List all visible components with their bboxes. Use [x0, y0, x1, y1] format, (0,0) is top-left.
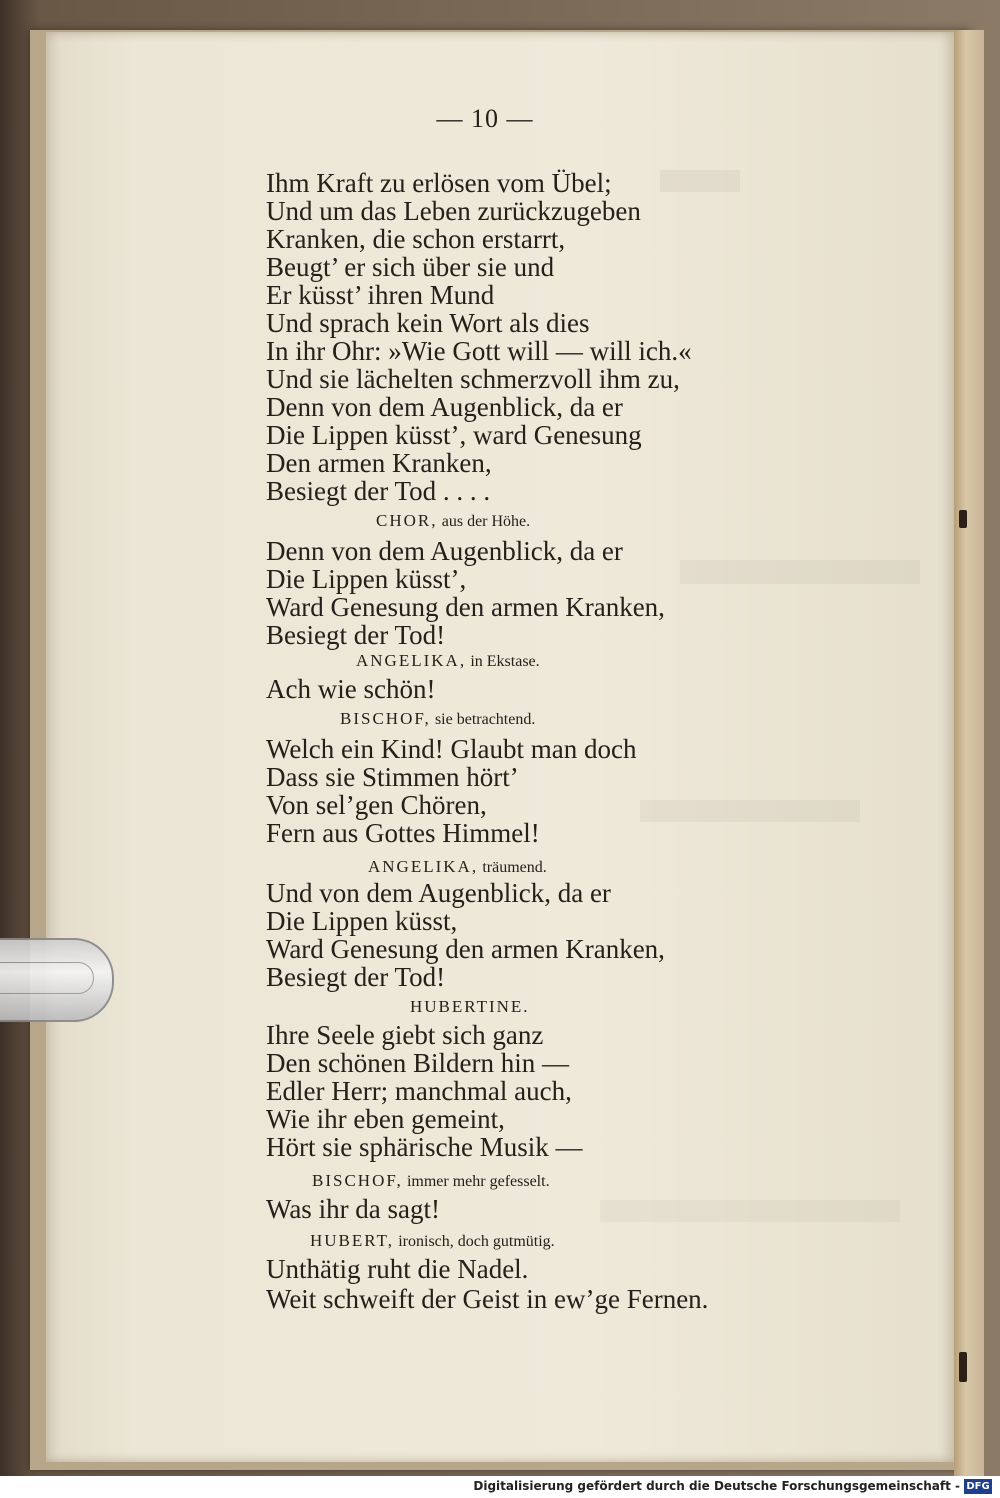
verse-line: In ihr Ohr: »Wie Gott will — will ich.« — [266, 336, 692, 366]
verse-line: Die Lippen küsst’, — [266, 564, 467, 594]
speaker-name: BISCHOF, — [340, 709, 431, 728]
speaker-heading — [376, 510, 530, 533]
stage-direction: ironisch, doch gutmütig. — [398, 1233, 555, 1250]
verse-line: Weit schweift der Geist in ew’ge Fernen. — [266, 1284, 709, 1314]
speaker-heading — [310, 1230, 555, 1253]
speaker-heading — [368, 856, 547, 879]
verse-line: Und von dem Augenblick, da er — [266, 878, 611, 908]
verse-line: Dass sie Stimmen hört’ — [266, 762, 519, 792]
speaker-name: HUBERTINE. — [410, 997, 530, 1016]
speaker-heading — [340, 708, 535, 731]
speaker-heading — [312, 1170, 550, 1193]
speaker-heading — [356, 650, 540, 673]
stage-direction: in Ekstase. — [470, 653, 540, 670]
verse-line: Die Lippen küsst’, ward Genesung — [266, 420, 642, 450]
speaker-name: HUBERT, — [310, 1231, 394, 1250]
stage-direction: immer mehr gefesselt. — [406, 1173, 550, 1190]
verse-line: Ihre Seele giebt sich ganz — [266, 1020, 544, 1050]
verse-line: Welch ein Kind! Glaubt man doch — [266, 734, 637, 764]
speaker-name: ANGELIKA, — [356, 651, 467, 670]
speaker-name: ANGELIKA, — [368, 857, 479, 876]
speaker-heading — [410, 996, 530, 1019]
verse-line: Die Lippen küsst, — [266, 906, 458, 936]
stage-direction: träumend. — [482, 859, 547, 876]
verse-line: Ward Genesung den armen Kranken, — [266, 934, 665, 964]
speaker-name: CHOR, — [376, 511, 438, 530]
footer-bar — [0, 1476, 1000, 1498]
verse-line: Edler Herr; manchmal auch, — [266, 1076, 572, 1106]
verse-line: Ihm Kraft zu erlösen vom Übel; — [266, 168, 612, 198]
verse-line: Denn von dem Augenblick, da er — [266, 392, 623, 422]
dfg-logo-icon: DFG — [964, 1479, 992, 1494]
verse-line: Beugt’ er sich über sie und — [266, 252, 555, 282]
page-number: — 10 — — [436, 104, 534, 133]
verse-line: Den armen Kranken, — [266, 448, 492, 478]
verse-line: Besiegt der Tod! — [266, 962, 446, 992]
verse-line: Was ihr da sagt! — [266, 1194, 441, 1224]
verse-line: Von sel’gen Chören, — [266, 790, 487, 820]
verse-line: Fern aus Gottes Himmel! — [266, 818, 540, 848]
verse-line: Hört sie sphärische Musik — — [266, 1132, 583, 1162]
verse-line: Ach wie schön! — [266, 674, 436, 704]
stage-direction: aus der Höhe. — [441, 513, 531, 530]
verse-line: Wie ihr eben gemeint, — [266, 1104, 505, 1134]
funding-credit: Digitalisierung gefördert durch die Deutsche Forschungsgemeinschaft - — [473, 1479, 960, 1493]
verse-line: Ward Genesung den armen Kranken, — [266, 592, 665, 622]
verse-line: Und sie lächelten schmerzvoll ihm zu, — [266, 364, 680, 394]
verse-line: Und um das Leben zurückzugeben — [266, 196, 641, 226]
verse-line: Unthätig ruht die Nadel. — [266, 1254, 529, 1284]
speaker-name: BISCHOF, — [312, 1171, 403, 1190]
verse-line: Den schönen Bildern hin — — [266, 1048, 569, 1078]
verse-line: Er küsst’ ihren Mund — [266, 280, 495, 310]
verse-line: Besiegt der Tod . . . . — [266, 476, 491, 506]
verse-line: Denn von dem Augenblick, da er — [266, 536, 623, 566]
verse-line: Und sprach kein Wort als dies — [266, 308, 590, 338]
verse-line: Besiegt der Tod! — [266, 620, 446, 650]
stage-direction: sie betrachtend. — [434, 711, 536, 728]
verse-line: Kranken, die schon erstarrt, — [266, 224, 566, 254]
